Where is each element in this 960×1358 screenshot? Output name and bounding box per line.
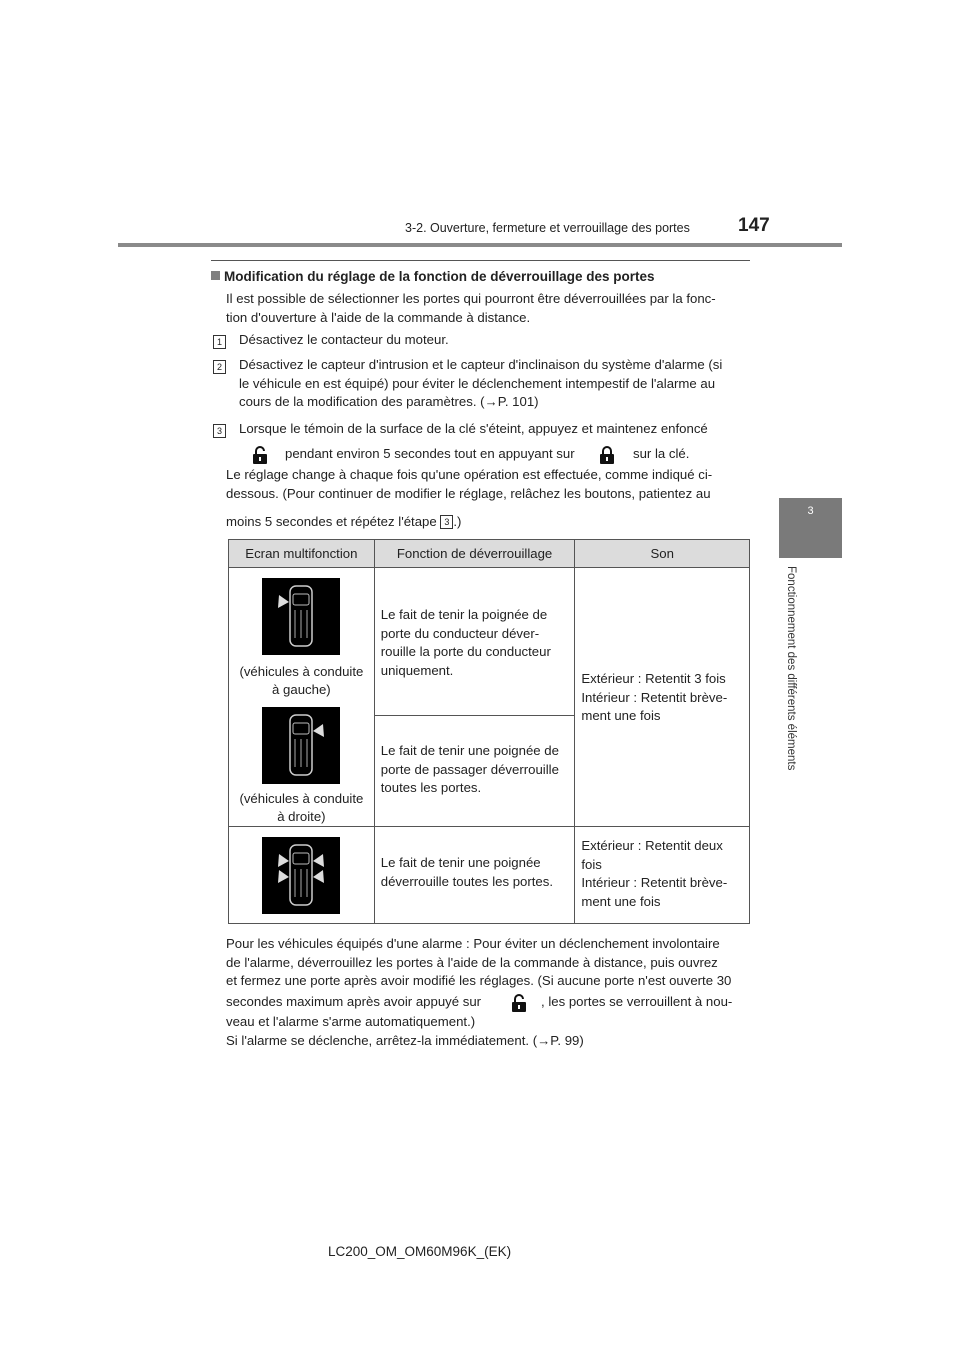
section-title: Modification du réglage de la fonction de déverrouillage des portes — [211, 269, 655, 284]
section-bullet-icon — [211, 271, 220, 280]
step-3-text-line2b: sur la clé. — [633, 446, 690, 461]
note-line3: moins 5 secondes et répétez l'étape 3 .) — [226, 514, 462, 529]
step-1-text: Désactivez le contacteur du moteur. — [239, 332, 449, 347]
step-1-marker: 1 — [213, 333, 226, 351]
section-rule — [211, 260, 750, 261]
lock-button-icon — [600, 446, 614, 464]
passenger-door-open-display-icon — [262, 707, 340, 784]
display-cell-driver-door — [229, 568, 375, 827]
chapter-title-vertical: Fonctionnement des différents éléments — [785, 566, 797, 771]
unlock-button-icon — [512, 994, 526, 1012]
alarm-note-end: veau et l'alarme s'arme automatiquement.) Si l'alarme se déclenche, arrêtez-la immédiatement. (→P. 99) — [226, 1014, 584, 1048]
alarm-note-line4b: , les portes se verrouillent à nou- — [541, 994, 733, 1009]
chapter-number: 3 — [807, 505, 814, 517]
all-doors-open-display-icon — [262, 837, 340, 914]
table-header-function: Fonction de déverrouillage — [374, 540, 575, 568]
step-2-text: Désactivez le capteur d'intrusion et le capteur d'inclinaison du système d'alarme (si le véhicule en est équipé) pour éviter le déclenchement intempestif de l'alarme au cours de la modification des paramètres. (→P. 101) — [239, 357, 723, 409]
alarm-note-line4a: secondes maximum après avoir appuyé sur — [226, 994, 482, 1009]
alarm-note-paragraph: Pour les véhicules équipés d'une alarme : Pour éviter un déclenchement involontaire de l'alarme, déverrouillez les portes à l'aide de la commande à distance, puis ouvrez et fermez une porte après avoir modifié les réglages. (Si aucune porte n'est ouverte 30 — [226, 936, 732, 988]
caption-left-drive: (véhicules à conduite à gauche) — [239, 664, 364, 697]
header-divider — [118, 243, 842, 247]
document-code: LC200_OM_OM60M96K_(EK) — [328, 1244, 512, 1259]
note-paragraph: Le réglage change à chaque fois qu'une opération est effectuée, comme indiqué ci- dessous. (Pour continuer de modifier le réglage, relâchez les boutons, patientez au — [226, 467, 713, 501]
step-3-marker: 3 — [213, 422, 226, 440]
unlock-button-icon — [253, 446, 267, 464]
unlock-settings-table — [228, 539, 750, 924]
table-row — [229, 827, 750, 924]
page-number: 147 — [738, 215, 770, 236]
table-header-sound: Son — [575, 540, 750, 568]
step-2-marker: 2 — [213, 358, 226, 376]
function-cell-passenger: Le fait de tenir une poignée de porte de passager déverrouille toutes les portes. — [374, 716, 575, 827]
table-header-display: Ecran multifonction — [229, 540, 375, 568]
sound-cell-row2: Extérieur : Retentit deux fois Intérieur : Retentit brève- ment une fois — [575, 827, 750, 924]
table-header-row — [229, 540, 750, 568]
sound-cell-row1: Extérieur : Retentit 3 fois Intérieur : Retentit brève- ment une fois — [575, 568, 750, 827]
step-3-text-line1: Lorsque le témoin de la surface de la clé s'éteint, appuyez et maintenez enfoncé — [239, 421, 708, 436]
driver-door-open-display-icon — [262, 578, 340, 655]
intro-paragraph: Il est possible de sélectionner les portes qui pourront être déverrouillées par la fonc- tion d'ouverture à l'aide de la commande à distance. — [226, 291, 716, 325]
function-cell-all-doors: Le fait de tenir une poignée déverrouille toutes les portes. — [374, 827, 575, 924]
caption-right-drive: (véhicules à conduite à droite) — [239, 791, 364, 824]
header-section-title: 3-2. Ouverture, fermeture et verrouillage des portes — [405, 221, 690, 235]
function-cell-driver-only: Le fait de tenir la poignée de porte du conducteur déver- rouille la porte du conducteur uniquement. — [374, 568, 575, 716]
step-3-text-line2a: pendant environ 5 secondes tout en appuyant sur — [285, 446, 575, 461]
table-row — [229, 568, 750, 716]
step-3-ref: 3 — [440, 515, 453, 529]
display-cell-all-doors — [229, 827, 375, 924]
